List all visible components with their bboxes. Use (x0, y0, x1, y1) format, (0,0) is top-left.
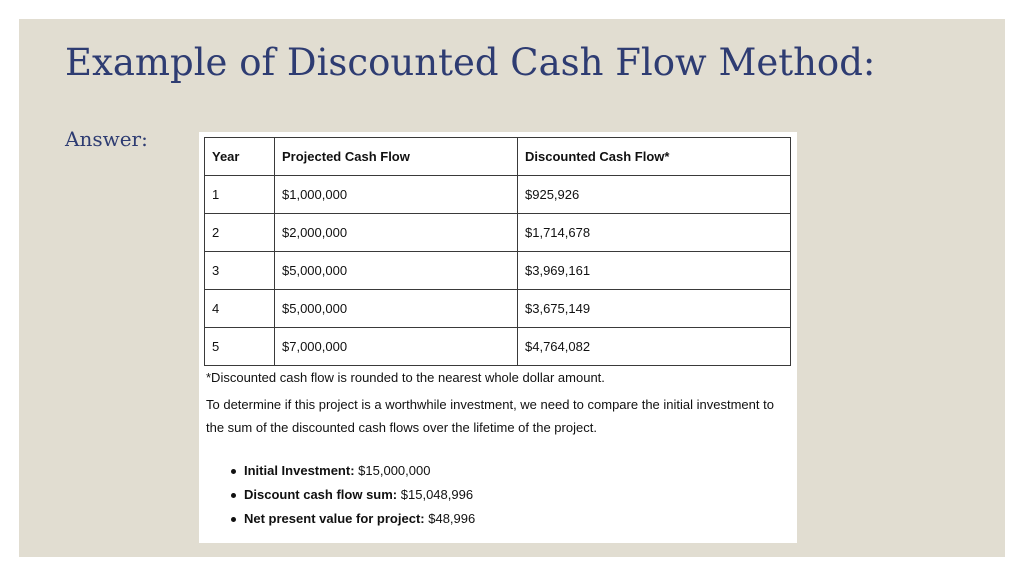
cell-discounted: $1,714,678 (518, 214, 791, 252)
cell-projected: $5,000,000 (275, 290, 518, 328)
table-row (205, 290, 791, 328)
bullet-value: $15,048,996 (400, 487, 474, 502)
table-row (205, 328, 791, 366)
cell-year: 5 (205, 328, 275, 366)
table-header-row (205, 138, 791, 176)
table-row (205, 252, 791, 290)
cell-discounted: $3,969,161 (518, 252, 791, 290)
list-item (206, 459, 475, 483)
list-item (206, 507, 475, 531)
cell-projected: $5,000,000 (275, 252, 518, 290)
cell-year: 1 (205, 176, 275, 214)
table-row (205, 214, 791, 252)
cell-discounted: $4,764,082 (518, 328, 791, 366)
header-discounted-cash-flow: Discounted Cash Flow* (518, 138, 791, 176)
bullet-label: Discount cash flow sum: (244, 487, 398, 502)
header-year: Year (205, 138, 275, 176)
bullet-value: $48,996 (428, 511, 476, 526)
bullet-label: Net present value for project: (244, 511, 425, 526)
summary-list (206, 459, 475, 531)
answer-label: Answer: (65, 127, 148, 151)
answer-panel (199, 132, 797, 543)
cell-projected: $1,000,000 (275, 176, 518, 214)
slide (19, 19, 1005, 557)
list-item (206, 483, 475, 507)
cell-discounted: $925,926 (518, 176, 791, 214)
header-projected-cash-flow: Projected Cash Flow (275, 138, 518, 176)
cash-flow-table (204, 137, 791, 366)
cell-discounted: $3,675,149 (518, 290, 791, 328)
table-row (205, 176, 791, 214)
bullet-value: $15,000,000 (358, 463, 431, 478)
bullet-label: Initial Investment: (244, 463, 355, 478)
cell-year: 4 (205, 290, 275, 328)
footnote: *Discounted cash flow is rounded to the nearest whole dollar amount. (206, 370, 605, 385)
explanation-paragraph: To determine if this project is a worthwhile investment, we need to compare the initial investment to the sum of the discounted cash flows over the lifetime of the project. (206, 397, 774, 435)
cell-projected: $7,000,000 (275, 328, 518, 366)
cell-year: 3 (205, 252, 275, 290)
cell-projected: $2,000,000 (275, 214, 518, 252)
cell-year: 2 (205, 214, 275, 252)
slide-title: Example of Discounted Cash Flow Method: (65, 41, 876, 84)
